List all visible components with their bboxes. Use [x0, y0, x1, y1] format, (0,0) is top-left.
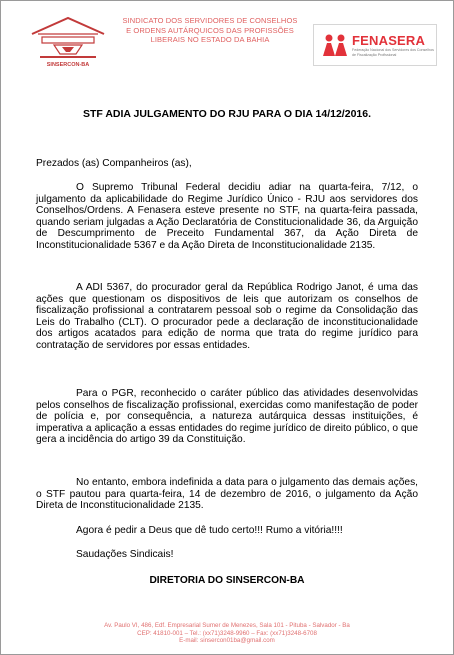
paragraph: No entanto, embora indefinida a data para o julgamento das demais ações, o STF pautou para quarta-feira, 14 de dezembro de 2016, o julgamento da Ação Direta de Inconstitucionalidade 2135. [36, 477, 418, 512]
footer-line: Av. Paulo VI, 486, Edf. Empresarial Sumer de Menezes, Sala 101 - Pituba - Salvador - Ba [104, 622, 350, 629]
fenasera-name: FENASERA [352, 33, 426, 48]
union-name-line: E ORDENS AUTÁRQUICOS DAS PROFISSÕES [126, 25, 294, 35]
union-name [110, 16, 310, 45]
fenasera-logo [313, 24, 437, 66]
svg-text:SINSERCON-BA: SINSERCON-BA [46, 62, 90, 68]
closing: Saudações Sindicais! [76, 549, 174, 560]
footer-line: CEP: 41810-001 – Tel.: (xx71)3248-9960 – Fax: (xx71)3248-6708 [137, 629, 317, 637]
fenasera-mark-icon [320, 30, 350, 58]
salutation: Prezados (as) Companheiros (as), [36, 158, 192, 169]
paragraph: Para o PGR, reconhecido o caráter público das atividades desenvolvidas pelos conselhos de fiscalização profissional, exercidas como manifestação de poder de polícia e, por consequência, a natureza autárquica dessas instituições, é imperativa a aplicação a essas entidades do regime jurídico de direito público, o que gera a incidência do artigo 39 da Constituição. [36, 388, 418, 446]
signature: DIRETORIA DO SINSERCON-BA [149, 575, 305, 586]
fenasera-subtitle: Federação Nacional dos Servidores dos Conselhos de Fiscalização Profissional [352, 48, 434, 57]
letterhead [0, 0, 454, 80]
paragraph: A ADI 5367, do procurador geral da República Rodrigo Janot, é uma das ações que questionam os dispositivos de leis que autorizam os conselhos de fiscalização profissional a contratarem pessoal sob o regime da Consolidação das Leis do Trabalho (CLT). O procurador pede a declaração de inconstitucionalidade dos artigos acatados para edição de norma que trata do regime jurídico para contratação de servidores por essas entidades. [36, 282, 418, 351]
footer-line: E-mail: sinsercon01ba@gmail.com [179, 637, 275, 645]
footer-address [0, 622, 454, 645]
paragraph: Agora é pedir a Deus que dê tudo certo!!! Rumo a vitória!!!! [76, 525, 343, 536]
union-name-line: SINDICATO DOS SERVIDORES DE CONSELHOS [122, 16, 298, 25]
paragraph: O Supremo Tribunal Federal decidiu adiar na quarta-feira, 7/12, o julgamento da aplicabilidade do Regime Jurídico Único - RJU aos servidores dos Conselhos/Ordens. A Fenasera esteve presente no STF, na quarta-feira passada, quando seriam julgadas a Ação Declaratória de Constitucionalidade 36, da Arguição de Descumprimento de Preceito Fundamental 367, da Ação Direta de Inconstitucionalidade 5367 e da Ação Direta de Inconstitucionalidade 2135. [36, 182, 418, 251]
letter-title: STF ADIA JULGAMENTO DO RJU PARA O DIA 14/12/2016. [82, 108, 372, 120]
union-name-line: LIBERAIS NO ESTADO DA BAHIA [150, 35, 270, 44]
sinsercon-logo-icon [26, 14, 110, 68]
